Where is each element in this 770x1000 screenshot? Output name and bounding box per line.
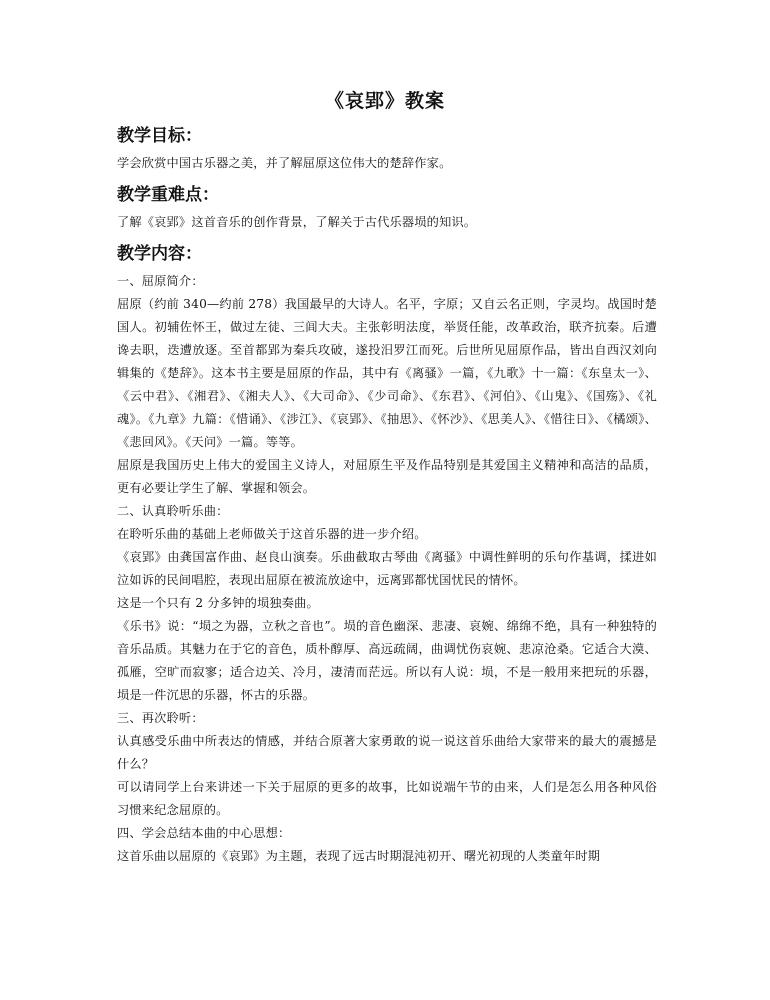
document-body — [117, 120, 657, 868]
paragraph-student-stories: 可以请同学上台来讲述一下关于屈原的更多的故事，比如说端午节的由来，人们是怎么用各种风俗习惯来纪念屈原的。 — [117, 780, 657, 817]
paragraph-feel-emotion: 认真感受乐曲中所表达的情感，并结合原著大家勇敢的说一说这首乐曲给大家带来的最大的震撼是什么？ — [117, 734, 657, 771]
paragraph-yueshu-quote: 《乐书》说：“埙之为器，立秋之音也”。埙的音色幽深、悲凄、哀婉、绵绵不绝，具有一种独特的音乐品质。其魅力在于它的音色，质朴醇厚、高远疏阔，曲调忧伤哀婉、悲凉沧桑。它适合大漠、孤雁，空旷而寂寥；适合边关、冷月，凄清而茫远。所以有人说：埙，不是一般用来把玩的乐器，埙是一件沉思的乐器，怀古的乐器。 — [117, 619, 657, 702]
section-heading-goals: 教学目标： — [117, 126, 202, 146]
paragraph-listen-intro: 在聆听乐曲的基础上老师做关于这首乐器的进一步介绍。 — [117, 527, 427, 541]
paragraph-qu-yuan-bio: 屈原（约前 340—约前 278）我国最早的大诗人。名平，字原；又自云名正则，字灵均。战国时楚国人。初辅佐怀王，做过左徒、三闾大夫。主张彰明法度，举贤任能，改革政治，联齐抗秦。后遭谗去职，迭遭放逐。至首都郢为秦兵攻破，遂投汨罗江而死。后世所见屈原作品，皆出自西汉刘向辑集的《楚辞》。这本书主要是屈原的作品，其中有《离骚》一篇，《九歌》十一篇：《东皇太一》、《云中君》、《湘君》、《湘夫人》、《大司命》、《少司命》、《东君》、《河伯》、《山鬼》、《国殇》、《礼魂》。《九章》九篇：《惜诵》、《涉江》、《哀郢》、《抽思》、《怀沙》、《思美人》、《惜往日》、《橘颂》、《悲回风》。《天问》一篇。等等。 — [117, 297, 657, 449]
subheading-qu-yuan-intro: 一、屈原简介： — [117, 274, 204, 288]
subheading-listen: 二、认真聆听乐曲： — [117, 504, 229, 518]
section-heading-content: 教学内容： — [117, 244, 202, 264]
subheading-summary: 四、学会总结本曲的中心思想： — [117, 826, 291, 840]
key-points-text: 了解《哀郢》这首音乐的创作背景，了解关于古代乐器埙的知识。 — [117, 215, 477, 229]
subheading-relisten: 三、再次聆听： — [117, 711, 204, 725]
paragraph-composition: 《哀郢》由龚国富作曲、赵良山演奏。乐曲截取古琴曲《离骚》中调性鲜明的乐句作基调，揉进如泣如诉的民间唱腔，表现出屈原在被流放途中，远离郢都忧国忧民的情怀。 — [117, 550, 657, 587]
paragraph-xun-solo: 这是一个只有 2 分多钟的埙独奏曲。 — [117, 596, 319, 610]
paragraph-theme: 这首乐曲以屈原的《哀郢》为主题，表现了远古时期混沌初开、曙光初现的人类童年时期 — [117, 849, 601, 863]
section-heading-key-points: 教学重难点： — [117, 185, 219, 205]
paragraph-qu-yuan-patriotism: 屈原是我国历史上伟大的爱国主义诗人，对屈原生平及作品特别是其爱国主义精神和高洁的品质，更有必要让学生了解、掌握和领会。 — [117, 458, 657, 495]
document-title: 《哀郢》教案 — [324, 90, 445, 112]
goals-text: 学会欣赏中国古乐器之美，并了解屈原这位伟大的楚辞作家。 — [117, 156, 452, 170]
